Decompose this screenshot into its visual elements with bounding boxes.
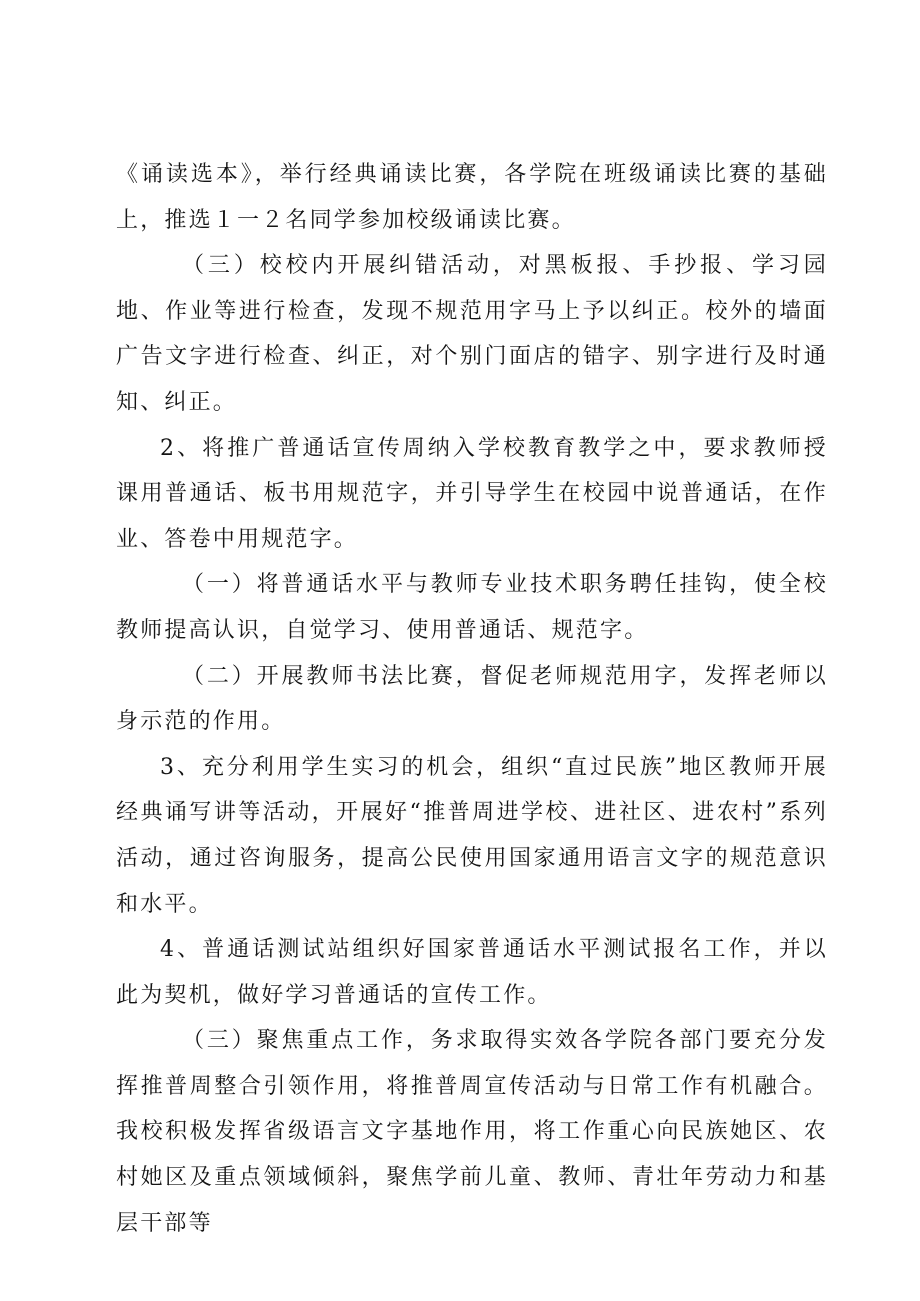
paragraph-item-4: 4、普通话测试站组织好国家普通话水平测试报名工作，并以此为契机，做好学习普通话的宣传工作。 [116, 937, 828, 1008]
paragraph-continuation: 《诵读选本》，举行经典诵读比赛，各学院在班级诵读比赛的基础上，推选１一２名同学参加校级诵读比赛。 [116, 162, 828, 233]
paragraph-sub-3-focus: （三）聚焦重点工作，务求取得实效各学院各部门要充分发挥推普周整合引领作用，将推普周宣传活动与日常工作有机融合。我校积极发挥省级语言文字基地作用，将工作重心向民族她区、农村她区及重点领域倾斜，聚焦学前儿童、教师、青壮年劳动力和基层干部等 [116, 1028, 828, 1236]
paragraph-sub-2-calligraphy: （二）开展教师书法比赛，督促老师规范用字，发挥老师以身示范的作用。 [116, 663, 828, 735]
paragraph-item-2: 2、将推广普通话宣传周纳入学校教育教学之中，要求教师授课用普通话、板书用规范字，并引导学生在校园中说普通话，在作业、答卷中用规范字。 [116, 435, 828, 552]
document-body [116, 152, 828, 1246]
paragraph-item-3: 3、充分利用学生实习的机会，组织“直过民族”地区教师开展经典诵写讲等活动，开展好“推普周进学校、进社区、进农村”系列活动，通过咨询服务，提高公民使用国家通用语言文字的规范意识和水平。 [116, 754, 828, 917]
paragraph-sub-1-teachers: （一）将普通话水平与教师专业技术职务聘任挂钩，使全校教师提高认识，自觉学习、使用普通话、规范字。 [116, 572, 828, 643]
paragraph-sub-3-correction: （三）校校内开展纠错活动，对黑板报、手抄报、学习园地、作业等进行检查，发现不规范用字马上予以纠正。校外的墙面广告文字进行检查、纠正，对个别门面店的错字、别字进行及时通知、纠正。 [116, 253, 828, 415]
